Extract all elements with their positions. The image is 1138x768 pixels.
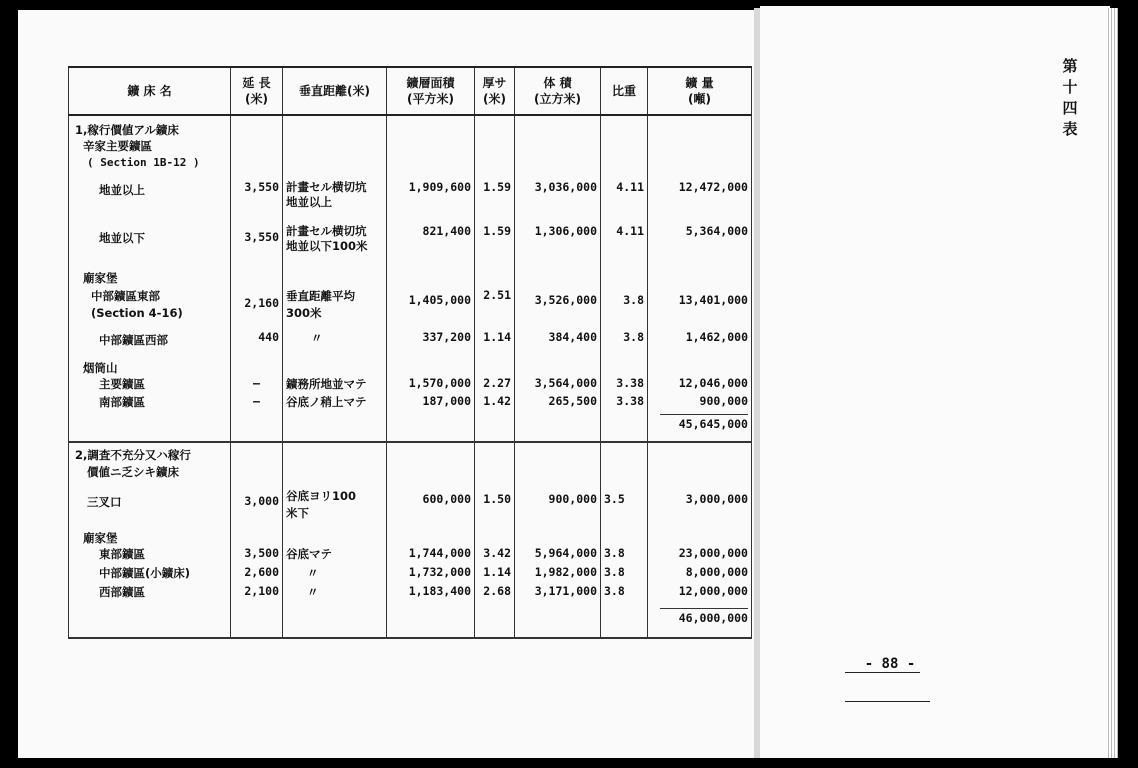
cell-thickness: 2.68 <box>475 584 515 604</box>
cell-thickness: 1.59 <box>475 180 515 224</box>
cell-tonnage: 1,462,000 <box>648 326 752 354</box>
cell-area: 821,400 <box>387 224 475 270</box>
cell-volume: 1,306,000 <box>515 224 601 270</box>
header-length: 延 長 (米) <box>231 67 283 115</box>
title-char: 十 <box>1062 78 1078 96</box>
cell-gravity: 3.8 <box>601 326 648 354</box>
cell-gravity: 3.8 <box>601 546 648 565</box>
cell-tonnage: 12,000,000 <box>648 584 752 604</box>
row-name: 地並以下 <box>69 224 231 270</box>
cell-thickness: 1.14 <box>475 326 515 354</box>
header-tonnage: 鑛 量 (噸) <box>648 67 752 115</box>
header-area: 鑛層面積 (平方米) <box>387 67 475 115</box>
cell-area: 1,570,000 <box>387 376 475 394</box>
cell-gravity: 3.8 <box>601 288 648 326</box>
cell-tonnage: 12,046,000 <box>648 376 752 394</box>
cell-volume: 5,964,000 <box>515 546 601 565</box>
row-name: 南部鑛區 <box>69 394 231 414</box>
cell-volume: 265,500 <box>515 394 601 414</box>
cell-thickness: 1.50 <box>475 488 515 526</box>
cell-gravity: 3.8 <box>601 565 648 584</box>
cell-vertical: 谷底ノ稍上マテ <box>283 394 387 414</box>
page-edge <box>1108 8 1118 758</box>
cell-area: 1,732,000 <box>387 565 475 584</box>
section-heading-row <box>69 115 752 138</box>
table-row <box>69 488 752 526</box>
subtotal-row <box>69 604 752 638</box>
section-heading-row <box>69 442 752 464</box>
table-number-title <box>1060 56 1080 140</box>
section-1-heading: 1,稼行價値アル鑛床 <box>69 115 231 138</box>
cell-vertical: 〃 <box>283 326 387 354</box>
ore-reserve-table <box>68 66 752 639</box>
cell-gravity: 4.11 <box>601 180 648 224</box>
title-char: 第 <box>1062 57 1078 75</box>
subheading-row <box>69 354 752 376</box>
row-name: 中部鑛區東部 (Section 4-16) <box>69 288 231 326</box>
cell-tonnage: 23,000,000 <box>648 546 752 565</box>
cell-vertical: 谷底マテ <box>283 546 387 565</box>
cell-tonnage: 12,472,000 <box>648 180 752 224</box>
cell-gravity: 3.38 <box>601 394 648 414</box>
cell-volume: 900,000 <box>515 488 601 526</box>
subheading-miaojiabao-2: 廟家堡 <box>69 526 231 546</box>
table-row <box>69 180 752 224</box>
cell-area: 1,183,400 <box>387 584 475 604</box>
header-name: 鑛 床 名 <box>69 67 231 115</box>
right-page <box>760 6 1110 758</box>
subheading-row <box>69 138 752 156</box>
subheading-note-row <box>69 156 752 180</box>
cell-length: 3,550 <box>231 180 283 224</box>
cell-area: 337,200 <box>387 326 475 354</box>
table-row <box>69 546 752 565</box>
page-number-rule <box>845 701 930 702</box>
page-number: - 88 - <box>864 656 916 672</box>
cell-tonnage: 3,000,000 <box>648 488 752 526</box>
section-note: ( Section 1B-12 ) <box>69 156 231 180</box>
cell-thickness: 1.42 <box>475 394 515 414</box>
header-gravity: 比重 <box>601 67 648 115</box>
cell-length: 2,160 <box>231 288 283 326</box>
cell-vertical: 計畫セル横切坑 地並以下100米 <box>283 224 387 270</box>
cell-length: — <box>231 394 283 414</box>
header-thickness: 厚サ (米) <box>475 67 515 115</box>
cell-length: 3,000 <box>231 488 283 526</box>
cell-length: — <box>231 376 283 394</box>
cell-vertical: 鑛務所地並マテ <box>283 376 387 394</box>
cell-volume: 3,564,000 <box>515 376 601 394</box>
cell-area: 1,405,000 <box>387 288 475 326</box>
section-1-total: 45,645,000 <box>660 414 748 431</box>
cell-area: 600,000 <box>387 488 475 526</box>
row-name: 三叉口 <box>69 488 231 526</box>
subtotal-row <box>69 414 752 442</box>
header-vertical: 垂直距離(米) <box>283 67 387 115</box>
row-name: 中部鑛區西部 <box>69 326 231 354</box>
cell-gravity: 3.5 <box>601 488 648 526</box>
cell-length: 2,600 <box>231 565 283 584</box>
title-char: 表 <box>1062 120 1078 138</box>
cell-tonnage: 13,401,000 <box>648 288 752 326</box>
cell-volume: 3,036,000 <box>515 180 601 224</box>
table-row <box>69 326 752 354</box>
title-char: 四 <box>1062 99 1078 117</box>
cell-gravity: 3.38 <box>601 376 648 394</box>
cell-thickness: 2.27 <box>475 376 515 394</box>
cell-vertical: 谷底ヨリ100 米下 <box>283 488 387 526</box>
cell-thickness: 2.51 <box>475 288 515 326</box>
row-name: 主要鑛區 <box>69 376 231 394</box>
cell-vertical: 垂直距離平均 300米 <box>283 288 387 326</box>
section-2-heading-cont: 價値ニ乏シキ鑛床 <box>69 464 231 488</box>
subheading-row <box>69 270 752 288</box>
table-row <box>69 376 752 394</box>
cell-area: 1,909,600 <box>387 180 475 224</box>
table-row <box>69 584 752 604</box>
row-name: 西部鑛區 <box>69 584 231 604</box>
cell-area: 187,000 <box>387 394 475 414</box>
cell-volume: 1,982,000 <box>515 565 601 584</box>
row-name: 中部鑛區(小鑛床) <box>69 565 231 584</box>
cell-thickness: 1.14 <box>475 565 515 584</box>
table-row <box>69 394 752 414</box>
table-row <box>69 288 752 326</box>
cell-tonnage: 5,364,000 <box>648 224 752 270</box>
subheading-row <box>69 526 752 546</box>
section-heading-row <box>69 464 752 488</box>
subheading-yantongshan: 烟筒山 <box>69 354 231 376</box>
row-name: 東部鑛區 <box>69 546 231 565</box>
cell-gravity: 3.8 <box>601 584 648 604</box>
subheading-xinjia: 辛家主要鑛區 <box>69 138 231 156</box>
header-volume: 体 積 (立方米) <box>515 67 601 115</box>
cell-thickness: 3.42 <box>475 546 515 565</box>
table-row <box>69 224 752 270</box>
cell-area: 1,744,000 <box>387 546 475 565</box>
cell-vertical: 〃 <box>283 584 387 604</box>
cell-volume: 3,171,000 <box>515 584 601 604</box>
cell-tonnage: 8,000,000 <box>648 565 752 584</box>
cell-vertical: 〃 <box>283 565 387 584</box>
subheading-miaojiabao: 廟家堡 <box>69 270 231 288</box>
cell-length: 2,100 <box>231 584 283 604</box>
header-row <box>69 67 752 115</box>
cell-length: 3,550 <box>231 224 283 270</box>
table-row <box>69 565 752 584</box>
page-number-rule <box>845 672 920 673</box>
cell-volume: 3,526,000 <box>515 288 601 326</box>
cell-tonnage: 900,000 <box>648 394 752 414</box>
row-name: 地並以上 <box>69 180 231 224</box>
cell-gravity: 4.11 <box>601 224 648 270</box>
cell-thickness: 1.59 <box>475 224 515 270</box>
cell-length: 3,500 <box>231 546 283 565</box>
section-2-heading: 2,調査不充分又ハ稼行 <box>69 442 231 464</box>
cell-vertical: 計畫セル横切坑 地並以上 <box>283 180 387 224</box>
section-2-total: 46,000,000 <box>660 608 748 625</box>
cell-length: 440 <box>231 326 283 354</box>
cell-volume: 384,400 <box>515 326 601 354</box>
